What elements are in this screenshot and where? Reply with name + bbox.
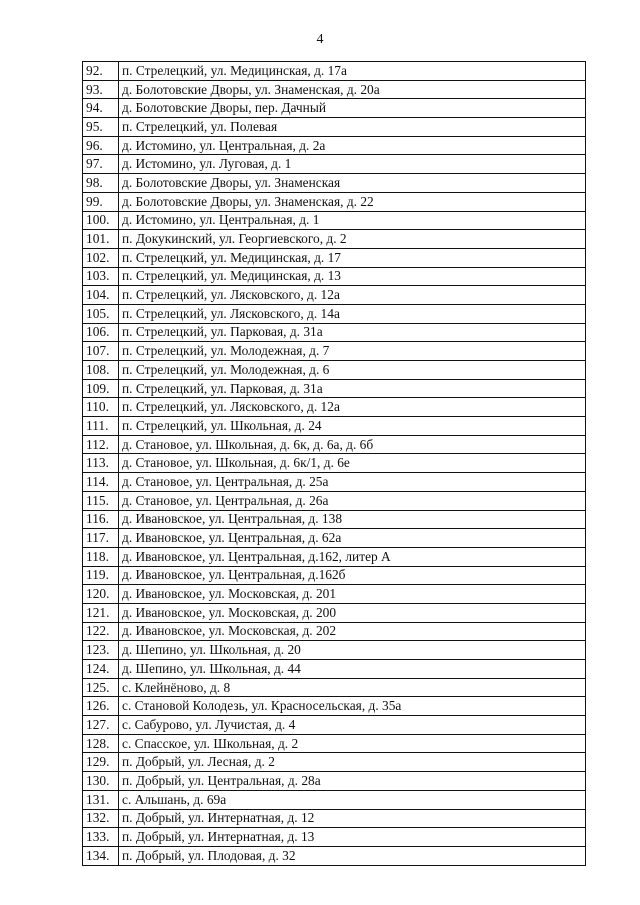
table-row bbox=[83, 585, 586, 604]
row-address: д. Истомино, ул. Центральная, д. 2а bbox=[119, 136, 586, 155]
row-address: д. Истомино, ул. Луговая, д. 1 bbox=[119, 155, 586, 174]
row-number: 133. bbox=[83, 828, 119, 847]
table-row bbox=[83, 174, 586, 193]
row-address: п. Стрелецкий, ул. Лясковского, д. 12а bbox=[119, 398, 586, 417]
table-row bbox=[83, 118, 586, 137]
row-number: 108. bbox=[83, 361, 119, 380]
table-row bbox=[83, 435, 586, 454]
row-address: п. Стрелецкий, ул. Медицинская, д. 13 bbox=[119, 267, 586, 286]
table-row bbox=[83, 641, 586, 660]
page-number: 4 bbox=[316, 32, 324, 47]
table-row bbox=[83, 192, 586, 211]
row-address: д. Становое, ул. Центральная, д. 26а bbox=[119, 491, 586, 510]
row-address: д. Истомино, ул. Центральная, д. 1 bbox=[119, 211, 586, 230]
row-address: д. Шепино, ул. Школьная, д. 44 bbox=[119, 660, 586, 679]
row-address: с. Сабурово, ул. Лучистая, д. 4 bbox=[119, 716, 586, 735]
row-address: п. Стрелецкий, ул. Молодежная, д. 7 bbox=[119, 342, 586, 361]
row-address: д. Ивановское, ул. Московская, д. 200 bbox=[119, 603, 586, 622]
row-address: п. Стрелецкий, ул. Медицинская, д. 17 bbox=[119, 248, 586, 267]
row-number: 111. bbox=[83, 417, 119, 436]
table-row bbox=[83, 547, 586, 566]
table-row bbox=[83, 846, 586, 865]
table-row bbox=[83, 491, 586, 510]
table-row bbox=[83, 753, 586, 772]
table-row bbox=[83, 62, 586, 81]
row-number: 127. bbox=[83, 716, 119, 735]
table-row bbox=[83, 790, 586, 809]
row-address: д. Ивановское, ул. Московская, д. 202 bbox=[119, 622, 586, 641]
row-address: п. Стрелецкий, ул. Медицинская, д. 17а bbox=[119, 62, 586, 81]
table-row bbox=[83, 809, 586, 828]
row-number: 125. bbox=[83, 678, 119, 697]
table-row bbox=[83, 510, 586, 529]
table-row bbox=[83, 529, 586, 548]
row-number: 105. bbox=[83, 304, 119, 323]
row-number: 102. bbox=[83, 248, 119, 267]
row-number: 120. bbox=[83, 585, 119, 604]
row-address: д. Ивановское, ул. Центральная, д.162б bbox=[119, 566, 586, 585]
row-address: п. Добрый, ул. Плодовая, д. 32 bbox=[119, 846, 586, 865]
row-address: п. Добрый, ул. Интернатная, д. 13 bbox=[119, 828, 586, 847]
table-row bbox=[83, 566, 586, 585]
row-address: д. Ивановское, ул. Центральная, д. 62а bbox=[119, 529, 586, 548]
row-number: 122. bbox=[83, 622, 119, 641]
row-number: 109. bbox=[83, 379, 119, 398]
row-address: д. Становое, ул. Школьная, д. 6к/1, д. 6е bbox=[119, 454, 586, 473]
table-row bbox=[83, 304, 586, 323]
row-number: 94. bbox=[83, 99, 119, 118]
row-number: 112. bbox=[83, 435, 119, 454]
row-number: 113. bbox=[83, 454, 119, 473]
row-number: 134. bbox=[83, 846, 119, 865]
row-number: 123. bbox=[83, 641, 119, 660]
row-address: д. Болотовские Дворы, ул. Знаменская, д. 22 bbox=[119, 192, 586, 211]
row-address: п. Стрелецкий, ул. Молодежная, д. 6 bbox=[119, 361, 586, 380]
row-address: п. Добрый, ул. Центральная, д. 28а bbox=[119, 772, 586, 791]
row-number: 126. bbox=[83, 697, 119, 716]
table-row bbox=[83, 230, 586, 249]
table-row bbox=[83, 678, 586, 697]
row-address: п. Стрелецкий, ул. Лясковского, д. 12а bbox=[119, 286, 586, 305]
row-number: 101. bbox=[83, 230, 119, 249]
table-row bbox=[83, 398, 586, 417]
table-row bbox=[83, 136, 586, 155]
row-number: 93. bbox=[83, 80, 119, 99]
row-address: п. Стрелецкий, ул. Полевая bbox=[119, 118, 586, 137]
table-row bbox=[83, 454, 586, 473]
row-address: с. Спасское, ул. Школьная, д. 2 bbox=[119, 734, 586, 753]
row-number: 131. bbox=[83, 790, 119, 809]
table-row bbox=[83, 716, 586, 735]
row-address: п. Стрелецкий, ул. Парковая, д. 31а bbox=[119, 379, 586, 398]
row-number: 106. bbox=[83, 323, 119, 342]
row-address: д. Становое, ул. Школьная, д. 6к, д. 6а, д. 6б bbox=[119, 435, 586, 454]
row-number: 115. bbox=[83, 491, 119, 510]
row-number: 124. bbox=[83, 660, 119, 679]
table-row bbox=[83, 361, 586, 380]
table-row bbox=[83, 342, 586, 361]
row-number: 100. bbox=[83, 211, 119, 230]
row-address: п. Добрый, ул. Интернатная, д. 12 bbox=[119, 809, 586, 828]
row-number: 96. bbox=[83, 136, 119, 155]
row-number: 116. bbox=[83, 510, 119, 529]
row-number: 92. bbox=[83, 62, 119, 81]
row-number: 95. bbox=[83, 118, 119, 137]
row-address: д. Ивановское, ул. Центральная, д.162, литер А bbox=[119, 547, 586, 566]
table-row bbox=[83, 323, 586, 342]
table-row bbox=[83, 267, 586, 286]
table-row bbox=[83, 734, 586, 753]
row-number: 130. bbox=[83, 772, 119, 791]
row-number: 132. bbox=[83, 809, 119, 828]
row-address: д. Становое, ул. Центральная, д. 25а bbox=[119, 473, 586, 492]
table-row bbox=[83, 622, 586, 641]
table-row bbox=[83, 697, 586, 716]
table-row bbox=[83, 603, 586, 622]
row-address: с. Клейнёново, д. 8 bbox=[119, 678, 586, 697]
row-address: д. Ивановское, ул. Московская, д. 201 bbox=[119, 585, 586, 604]
row-address: п. Докукинский, ул. Георгиевского, д. 2 bbox=[119, 230, 586, 249]
address-table bbox=[82, 61, 586, 866]
table-row bbox=[83, 772, 586, 791]
row-address: п. Стрелецкий, ул. Лясковского, д. 14а bbox=[119, 304, 586, 323]
row-number: 129. bbox=[83, 753, 119, 772]
row-address: п. Стрелецкий, ул. Парковая, д. 31а bbox=[119, 323, 586, 342]
table-row bbox=[83, 80, 586, 99]
address-table-body bbox=[83, 62, 586, 866]
row-address: д. Ивановское, ул. Центральная, д. 138 bbox=[119, 510, 586, 529]
table-row bbox=[83, 211, 586, 230]
row-number: 114. bbox=[83, 473, 119, 492]
row-number: 128. bbox=[83, 734, 119, 753]
row-address: д. Болотовские Дворы, ул. Знаменская, д. 20а bbox=[119, 80, 586, 99]
table-row bbox=[83, 417, 586, 436]
table-row bbox=[83, 660, 586, 679]
row-address: д. Шепино, ул. Школьная, д. 20 bbox=[119, 641, 586, 660]
row-address: п. Добрый, ул. Лесная, д. 2 bbox=[119, 753, 586, 772]
table-row bbox=[83, 379, 586, 398]
row-number: 117. bbox=[83, 529, 119, 548]
table-row bbox=[83, 155, 586, 174]
row-number: 97. bbox=[83, 155, 119, 174]
row-number: 99. bbox=[83, 192, 119, 211]
row-address: с. Альшань, д. 69а bbox=[119, 790, 586, 809]
row-address: д. Болотовские Дворы, ул. Знаменская bbox=[119, 174, 586, 193]
row-number: 98. bbox=[83, 174, 119, 193]
row-address: д. Болотовские Дворы, пер. Дачный bbox=[119, 99, 586, 118]
table-row bbox=[83, 286, 586, 305]
table-row bbox=[83, 473, 586, 492]
row-number: 104. bbox=[83, 286, 119, 305]
table-row bbox=[83, 828, 586, 847]
table-row bbox=[83, 248, 586, 267]
row-number: 121. bbox=[83, 603, 119, 622]
row-number: 103. bbox=[83, 267, 119, 286]
row-address: п. Стрелецкий, ул. Школьная, д. 24 bbox=[119, 417, 586, 436]
row-number: 107. bbox=[83, 342, 119, 361]
row-number: 119. bbox=[83, 566, 119, 585]
row-number: 110. bbox=[83, 398, 119, 417]
table-row bbox=[83, 99, 586, 118]
row-address: с. Становой Колодезь, ул. Красносельская, д. 35а bbox=[119, 697, 586, 716]
row-number: 118. bbox=[83, 547, 119, 566]
